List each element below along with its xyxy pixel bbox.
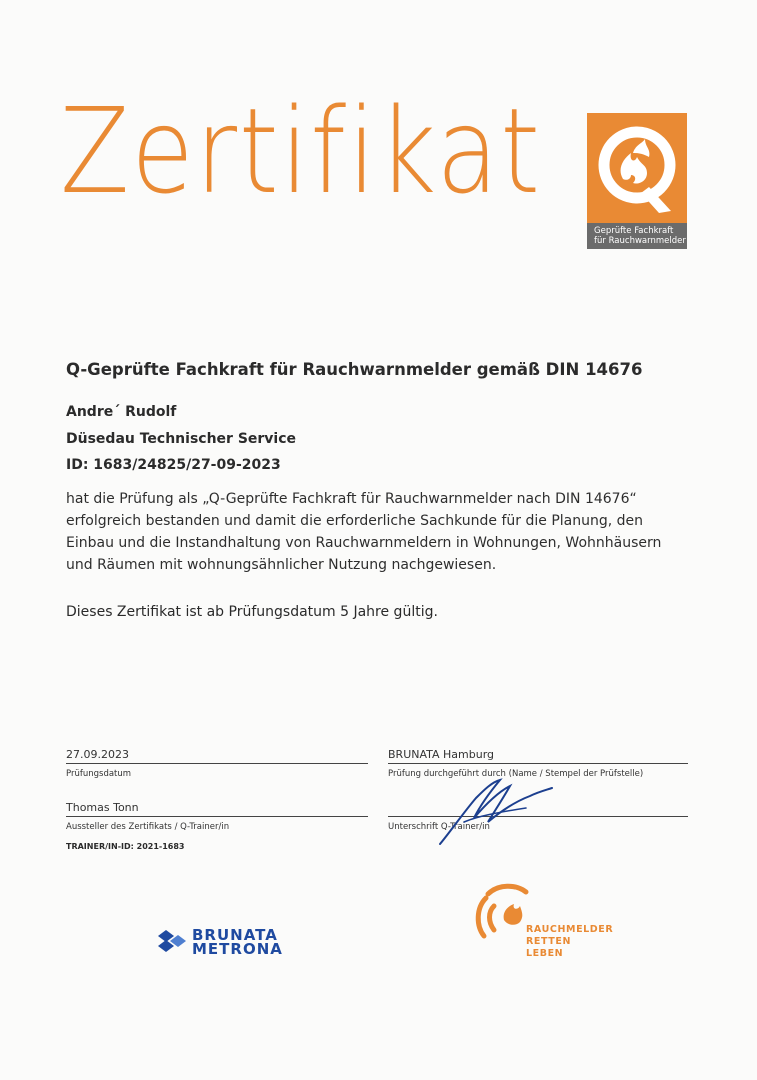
certificate-title: Zertifikat: [60, 82, 542, 220]
brunata-metrona-logo: [156, 926, 306, 958]
holder-company: Düsedau Technischer Service: [66, 431, 297, 447]
statement-line: und Räumen mit wohnungsähnlicher Nutzung nachgewiesen.: [66, 557, 497, 573]
brunata-mark-icon: [156, 928, 188, 954]
issuer-block: [66, 801, 368, 851]
q-logo-caption-line-2: für Rauchwarnmelder: [594, 236, 686, 246]
trainer-id: TRAINER/IN-ID: 2021-1683: [66, 842, 185, 851]
q-certification-logo: [587, 113, 687, 249]
rauchmelder-retten-leben-logo: [470, 880, 620, 960]
statement-line: Einbau und die Instandhaltung von Rauchwarnmeldern in Wohnungen, Wohnhäusern: [66, 535, 662, 551]
exam-date-line: [66, 763, 368, 764]
examiner-line: [388, 763, 688, 764]
exam-date-block: [66, 748, 368, 779]
examiner-label: Prüfung durchgeführt durch (Name / Stempel der Prüfstelle): [388, 769, 644, 779]
examiner-value: BRUNATA Hamburg: [388, 748, 495, 761]
certificate-statement: [66, 488, 706, 576]
qualification-heading: Q-Geprüfte Fachkraft für Rauchwarnmelder gemäß DIN 14676: [66, 360, 643, 379]
statement-line: erfolgreich bestanden und damit die erforderliche Sachkunde für die Planung, den: [66, 513, 644, 529]
rrl-line-2: RETTEN: [526, 936, 572, 947]
exam-date-value: 27.09.2023: [66, 748, 129, 761]
statement-line: hat die Prüfung als „Q-Geprüfte Fachkraft für Rauchwarnmelder nach DIN 14676“: [66, 491, 637, 507]
q-logo-caption: [587, 223, 687, 249]
issuer-line: [66, 816, 368, 817]
validity-note: Dieses Zertifikat ist ab Prüfungsdatum 5 Jahre gültig.: [66, 604, 438, 620]
brunata-text: BRUNATA: [192, 926, 278, 944]
exam-date-label: Prüfungsdatum: [66, 769, 132, 779]
q-flame-icon: [587, 113, 687, 223]
issuer-label: Aussteller des Zertifikats / Q-Trainer/in: [66, 822, 230, 832]
q-logo-caption-line-1: Geprüfte Fachkraft: [594, 226, 674, 236]
issuer-value: Thomas Tonn: [66, 801, 139, 814]
rrl-line-1: RAUCHMELDER: [526, 924, 614, 935]
rrl-line-3: LEBEN: [526, 948, 564, 959]
signature-label: Unterschrift Q-Trainer/in: [388, 822, 490, 832]
holder-name: Andre´ Rudolf: [66, 404, 177, 420]
metrona-text: METRONA: [192, 940, 283, 958]
certificate-id: ID: 1683/24825/27-09-2023: [66, 457, 281, 473]
handwritten-signature: [430, 772, 560, 852]
q-logo-mark: [587, 113, 687, 223]
